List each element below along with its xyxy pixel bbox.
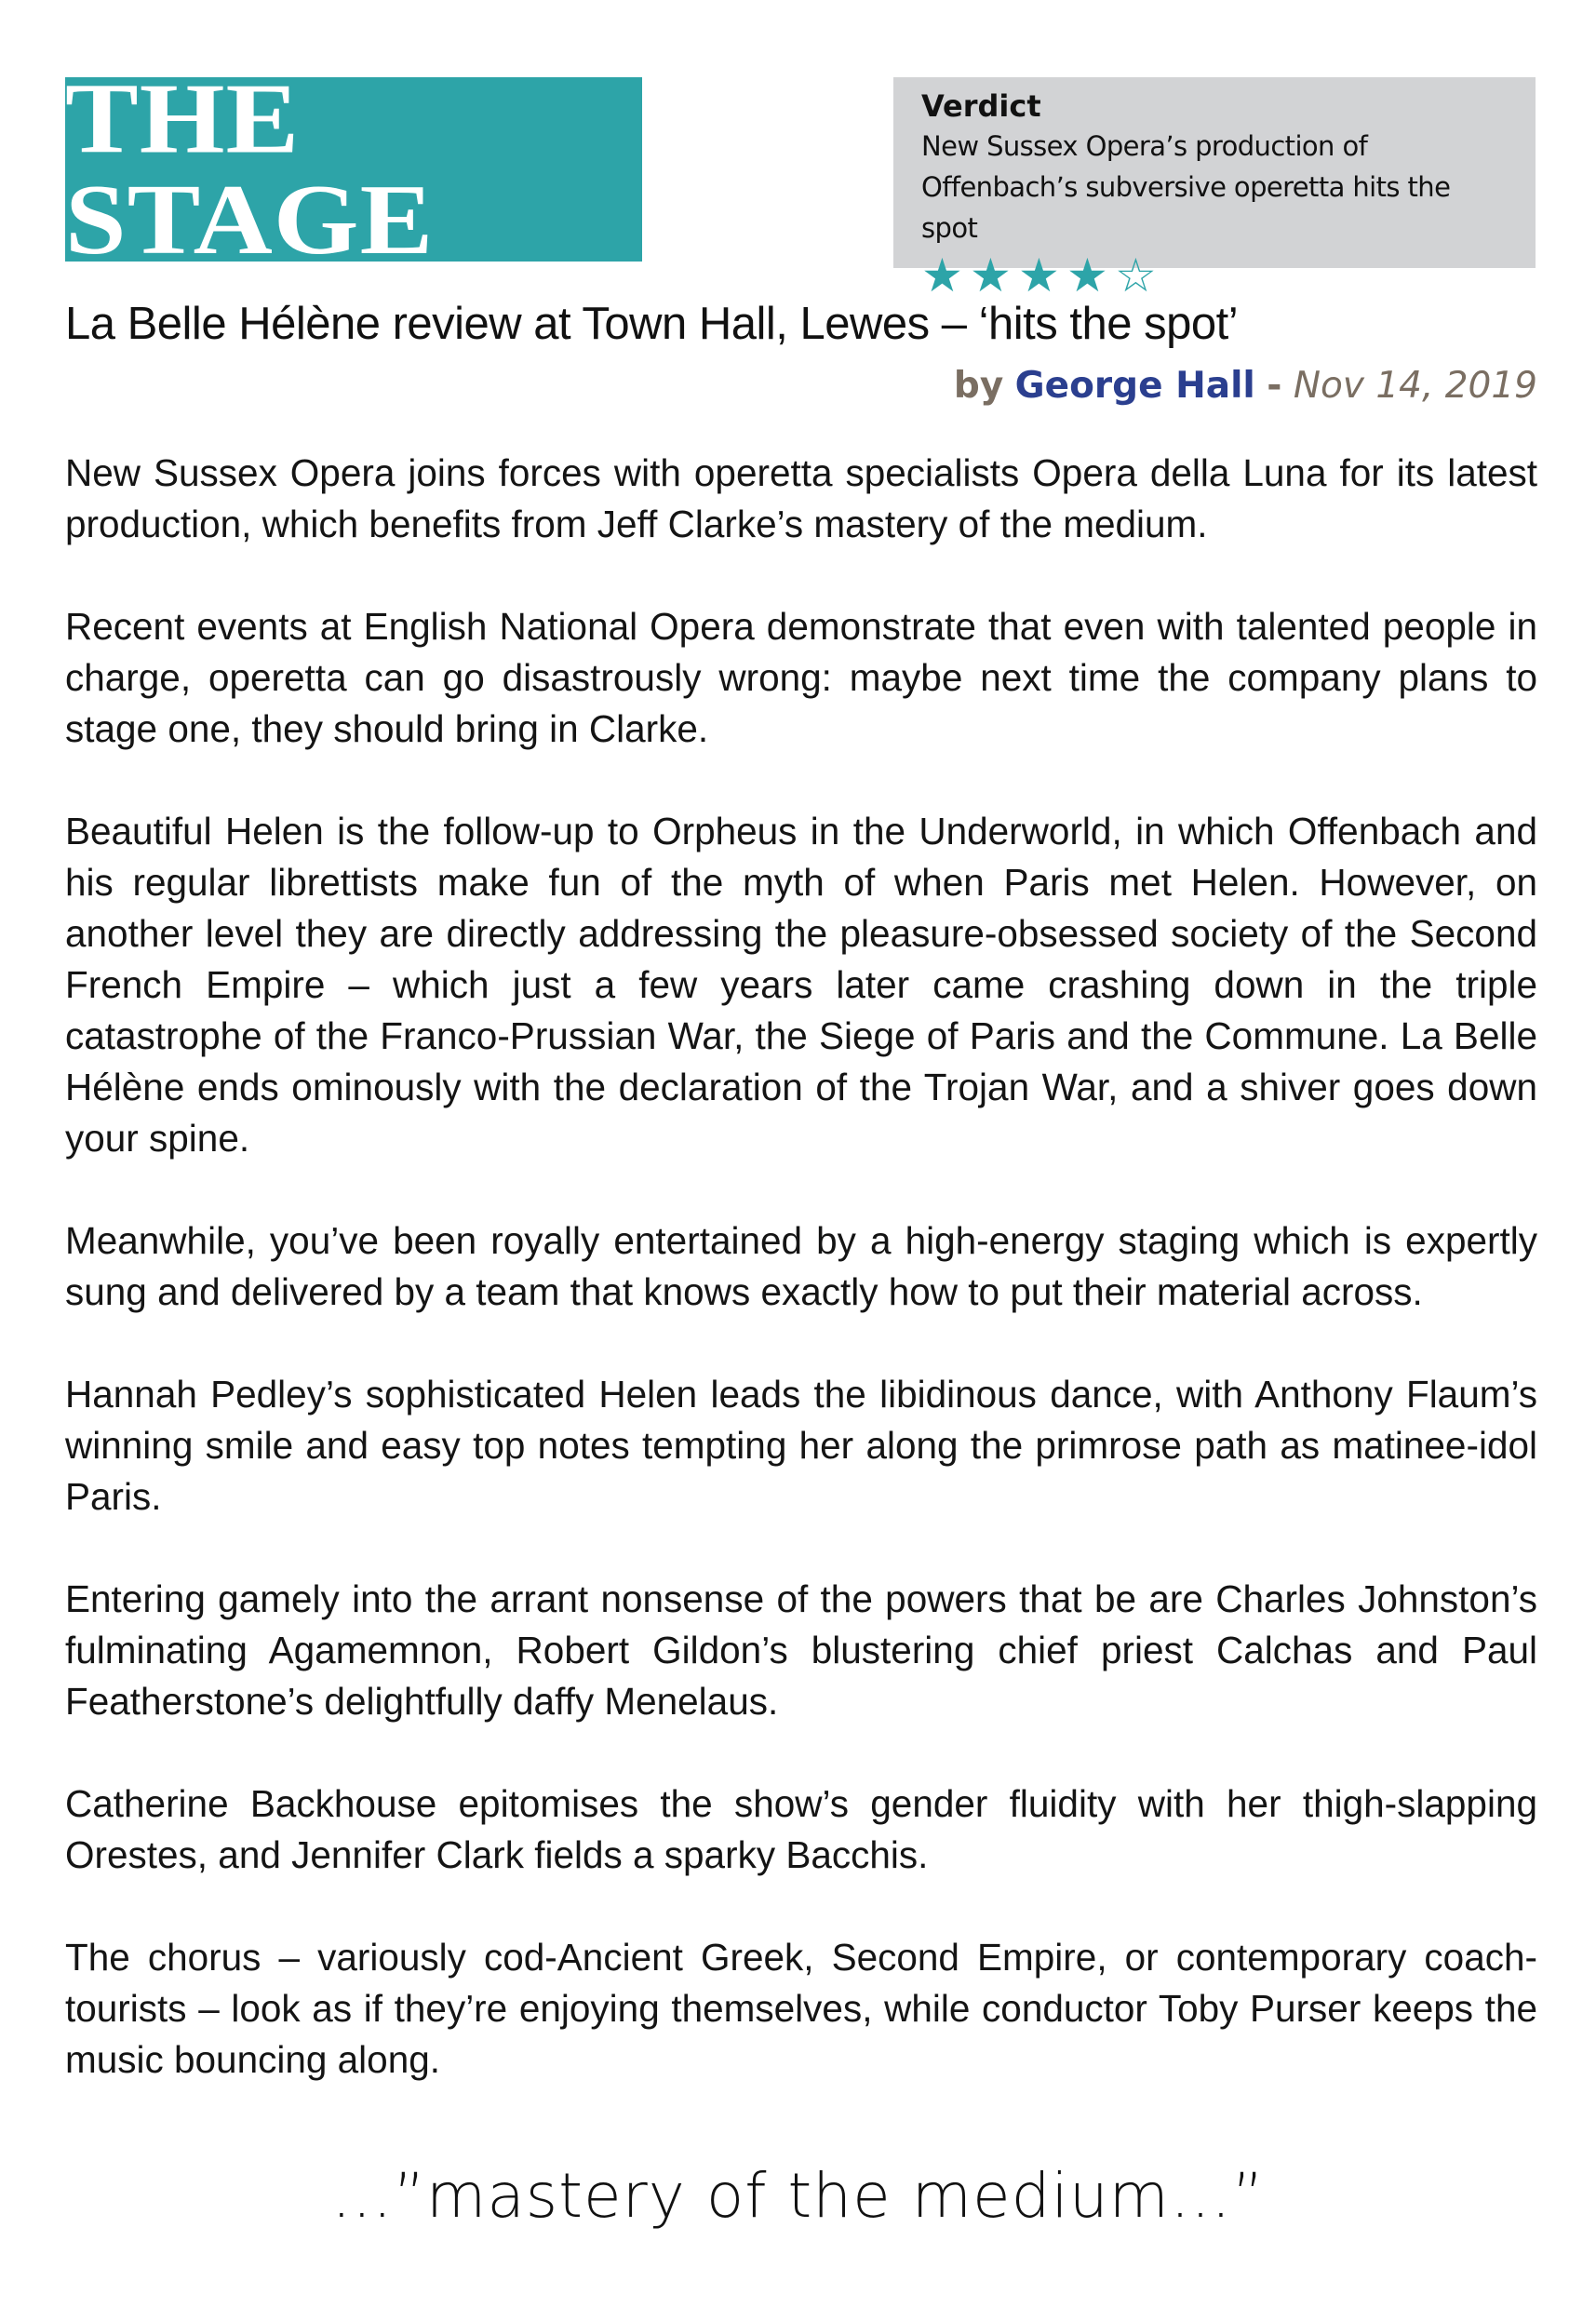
star-filled-icon: ★ xyxy=(921,248,963,302)
star-filled-icon: ★ xyxy=(1066,248,1108,302)
verdict-box xyxy=(893,77,1536,302)
article-paragraph: Meanwhile, you’ve been royally entertained by a high-energy staging which is expertly sung and delivered by a team that knows exactly how to put their material across. xyxy=(65,1219,1537,1313)
article-paragraph: Catherine Backhouse epitomises the show’s gender fluidity with her thigh-slapping Orestes, and Jennifer Clark fields a sparky Bacchis. xyxy=(65,1782,1537,1876)
publish-date: Nov 14, 2019 xyxy=(1293,365,1537,407)
verdict-text: New Sussex Opera’s production of Offenbach’s subversive operetta hits the spot xyxy=(921,130,1451,244)
article-paragraph: Beautiful Helen is the follow-up to Orpheus in the Underworld, in which Offenbach and his regular librettists make fun of the myth of when Paris met Helen. However, on another level they are directly addressing the pleasure-obsessed society of the Second French Empire – which just a few years later came crashing down in the triple catastrophe of the Franco-Prussian War, the Siege of Paris and the Commune. La Belle Hélène ends ominously with the declaration of the Trojan War, and a shiver goes down your spine. xyxy=(65,810,1537,1160)
masthead-title: THE STAGE xyxy=(65,61,435,276)
article-body xyxy=(65,448,1537,2137)
article-paragraph: The chorus – variously cod-Ancient Greek, Second Empire, or contemporary coach-tourists – look as if they’re enjoying themselves, while conductor Toby Purser keeps the music bouncing along. xyxy=(65,1936,1537,2081)
byline-by: by xyxy=(953,365,1004,407)
pull-quote: …”mastery of the medium…” xyxy=(330,2160,1266,2232)
article-headline: La Belle Hélène review at Town Hall, Lewes – ‘hits the spot’ xyxy=(65,299,1239,349)
verdict-title: Verdict xyxy=(921,88,1041,124)
star-filled-icon: ★ xyxy=(1018,248,1060,302)
article-paragraph: New Sussex Opera joins forces with operetta specialists Opera della Luna for its latest production, which benefits from Jeff Clarke’s mastery of the medium. xyxy=(65,451,1537,545)
article-paragraph: Entering gamely into the arrant nonsense of the powers that be are Charles Johnston’s fulminating Agamemnon, Robert Gildon’s blustering chief priest Calchas and Paul Featherstone’s delightfully daffy Menelaus. xyxy=(65,1577,1537,1723)
masthead-logo xyxy=(65,61,642,276)
star-rating xyxy=(921,250,1508,301)
author-link[interactable]: George Hall xyxy=(1014,365,1255,407)
article-paragraph: Hannah Pedley’s sophisticated Helen leads the libidinous dance, with Anthony Flaum’s winning smile and easy top notes tempting her along the primrose path as matinee-idol Paris. xyxy=(65,1373,1537,1518)
article-paragraph: Recent events at English National Opera demonstrate that even with talented people in charge, operetta can go disastrously wrong: maybe next time the company plans to stage one, they should bring in Clarke. xyxy=(65,605,1537,750)
star-empty-icon: ☆ xyxy=(1115,248,1157,302)
byline-separator: - xyxy=(1267,365,1282,407)
byline xyxy=(954,363,1537,409)
star-filled-icon: ★ xyxy=(970,248,1012,302)
